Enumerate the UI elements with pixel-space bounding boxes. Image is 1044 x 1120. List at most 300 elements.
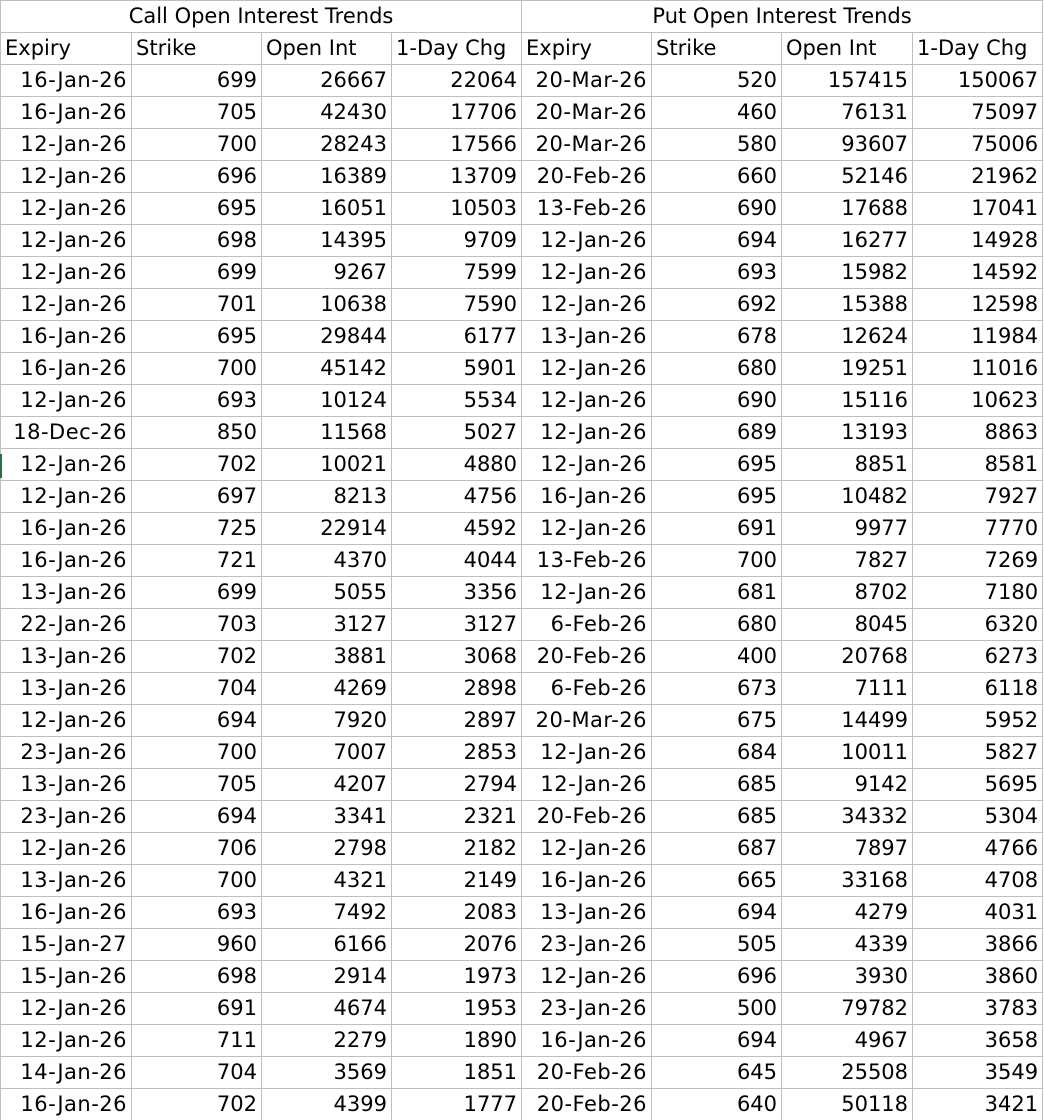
table-row xyxy=(1,449,1043,481)
put-expiry-cell[interactable]: 12-Jan-26 xyxy=(522,449,652,481)
put-expiry-cell[interactable]: 12-Jan-26 xyxy=(522,577,652,609)
put-strike-cell[interactable]: 678 xyxy=(652,321,782,353)
call-expiry-cell[interactable]: 16-Jan-26 xyxy=(1,321,132,353)
put-open-int-cell[interactable]: 93607 xyxy=(782,129,913,161)
table-row xyxy=(1,961,1043,993)
call-open-int-cell[interactable]: 3569 xyxy=(262,1057,392,1089)
table-row xyxy=(1,737,1043,769)
call-open-int-cell[interactable]: 2798 xyxy=(262,833,392,865)
call-expiry-cell[interactable]: 13-Jan-26 xyxy=(1,769,132,801)
call-1-day-chg-cell[interactable]: 1890 xyxy=(392,1025,522,1057)
call-open-int-cell[interactable]: 42430 xyxy=(262,97,392,129)
put-1-day-chg-cell[interactable]: 8863 xyxy=(913,417,1043,449)
call-strike-cell[interactable]: 691 xyxy=(132,993,262,1025)
put-expiry-cell[interactable]: 6-Feb-26 xyxy=(522,673,652,705)
call-strike-cell[interactable]: 960 xyxy=(132,929,262,961)
put-strike-cell[interactable]: 696 xyxy=(652,961,782,993)
call-open-int-cell[interactable]: 10124 xyxy=(262,385,392,417)
put-strike-cell[interactable]: 700 xyxy=(652,545,782,577)
put-1-day-chg-cell[interactable]: 3658 xyxy=(913,1025,1043,1057)
put-1-day-chg-cell[interactable]: 5952 xyxy=(913,705,1043,737)
put-strike-cell[interactable]: 680 xyxy=(652,353,782,385)
put-1-day-chg-cell[interactable]: 3866 xyxy=(913,929,1043,961)
table-row xyxy=(1,641,1043,673)
call-open-int-cell[interactable]: 16051 xyxy=(262,193,392,225)
put-open-int-cell[interactable]: 10011 xyxy=(782,737,913,769)
put-strike-cell[interactable]: 694 xyxy=(652,225,782,257)
call-strike-cell[interactable]: 695 xyxy=(132,321,262,353)
call-1-day-chg-cell[interactable]: 4592 xyxy=(392,513,522,545)
put-strike-cell[interactable]: 673 xyxy=(652,673,782,705)
call-strike-cell[interactable]: 702 xyxy=(132,641,262,673)
put-strike-cell[interactable]: 460 xyxy=(652,97,782,129)
call-strike-cell[interactable]: 700 xyxy=(132,353,262,385)
call-strike-cell[interactable]: 721 xyxy=(132,545,262,577)
call-expiry-cell[interactable]: 12-Jan-26 xyxy=(1,993,132,1025)
call-1-day-chg-cell[interactable]: 2076 xyxy=(392,929,522,961)
call-open-int-cell[interactable]: 14395 xyxy=(262,225,392,257)
put-expiry-cell[interactable]: 12-Jan-26 xyxy=(522,769,652,801)
call-strike-header[interactable]: Strike xyxy=(132,33,262,65)
put-open-int-cell[interactable]: 19251 xyxy=(782,353,913,385)
put-1-day-chg-cell[interactable]: 7180 xyxy=(913,577,1043,609)
put-expiry-cell[interactable]: 12-Jan-26 xyxy=(522,289,652,321)
put-1-day-chg-cell[interactable]: 7269 xyxy=(913,545,1043,577)
put-1-day-chg-cell[interactable]: 6273 xyxy=(913,641,1043,673)
put-strike-cell[interactable]: 665 xyxy=(652,865,782,897)
call-strike-cell[interactable]: 704 xyxy=(132,673,262,705)
put-expiry-cell[interactable]: 20-Mar-26 xyxy=(522,705,652,737)
put-expiry-cell[interactable]: 6-Feb-26 xyxy=(522,609,652,641)
put-open-int-cell[interactable]: 33168 xyxy=(782,865,913,897)
call-1-day-chg-cell[interactable]: 17566 xyxy=(392,129,522,161)
call-open-int-header[interactable]: Open Int xyxy=(262,33,392,65)
call-strike-cell[interactable]: 705 xyxy=(132,97,262,129)
call-1-day-chg-cell[interactable]: 1953 xyxy=(392,993,522,1025)
put-expiry-cell[interactable]: 12-Jan-26 xyxy=(522,257,652,289)
put-strike-cell[interactable]: 685 xyxy=(652,801,782,833)
table-row xyxy=(1,929,1043,961)
call-open-int-cell[interactable]: 11568 xyxy=(262,417,392,449)
put-strike-cell[interactable]: 500 xyxy=(652,993,782,1025)
call-expiry-cell[interactable]: 12-Jan-26 xyxy=(1,193,132,225)
call-expiry-cell[interactable]: 12-Jan-26 xyxy=(1,129,132,161)
call-expiry-cell[interactable]: 14-Jan-26 xyxy=(1,1057,132,1089)
put-1-day-chg-cell[interactable]: 75006 xyxy=(913,129,1043,161)
call-expiry-cell[interactable]: 16-Jan-26 xyxy=(1,513,132,545)
table-row xyxy=(1,577,1043,609)
call-expiry-cell[interactable]: 16-Jan-26 xyxy=(1,1089,132,1120)
selection-edge-marker xyxy=(0,454,2,478)
call-open-int-cell[interactable]: 10638 xyxy=(262,289,392,321)
table-row xyxy=(1,65,1043,97)
call-open-int-cell[interactable]: 8213 xyxy=(262,481,392,513)
call-1-day-chg-cell[interactable]: 3068 xyxy=(392,641,522,673)
put-open-int-cell[interactable]: 52146 xyxy=(782,161,913,193)
call-open-int-cell[interactable]: 29844 xyxy=(262,321,392,353)
table-row xyxy=(1,545,1043,577)
put-1-day-chg-cell[interactable]: 11016 xyxy=(913,353,1043,385)
put-expiry-cell[interactable]: 13-Jan-26 xyxy=(522,897,652,929)
put-1-day-chg-cell[interactable]: 6118 xyxy=(913,673,1043,705)
put-strike-cell[interactable]: 505 xyxy=(652,929,782,961)
put-expiry-cell[interactable]: 20-Feb-26 xyxy=(522,641,652,673)
call-1-day-chg-cell[interactable]: 22064 xyxy=(392,65,522,97)
put-1-day-chg-cell[interactable]: 14928 xyxy=(913,225,1043,257)
call-open-int-cell[interactable]: 7492 xyxy=(262,897,392,929)
call-1-day-chg-cell[interactable]: 3127 xyxy=(392,609,522,641)
table-row xyxy=(1,769,1043,801)
call-1-day-chg-cell[interactable]: 2149 xyxy=(392,865,522,897)
call-1-day-chg-cell[interactable]: 7590 xyxy=(392,289,522,321)
call-1-day-chg-cell[interactable]: 9709 xyxy=(392,225,522,257)
put-open-int-cell[interactable]: 20768 xyxy=(782,641,913,673)
call-1-day-chg-cell[interactable]: 13709 xyxy=(392,161,522,193)
call-1-day-chg-cell[interactable]: 4880 xyxy=(392,449,522,481)
put-open-int-cell[interactable]: 8702 xyxy=(782,577,913,609)
put-open-int-cell[interactable]: 7111 xyxy=(782,673,913,705)
call-1-day-chg-cell[interactable]: 2182 xyxy=(392,833,522,865)
put-strike-cell[interactable]: 695 xyxy=(652,449,782,481)
put-expiry-cell[interactable]: 12-Jan-26 xyxy=(522,737,652,769)
put-expiry-cell[interactable]: 12-Jan-26 xyxy=(522,417,652,449)
put-strike-cell[interactable]: 695 xyxy=(652,481,782,513)
call-expiry-cell[interactable]: 12-Jan-26 xyxy=(1,1025,132,1057)
table-row xyxy=(1,481,1043,513)
put-open-int-cell[interactable]: 157415 xyxy=(782,65,913,97)
call-1-day-chg-cell[interactable]: 5534 xyxy=(392,385,522,417)
put-1-day-chg-cell[interactable]: 7770 xyxy=(913,513,1043,545)
put-strike-cell[interactable]: 680 xyxy=(652,609,782,641)
call-open-int-cell[interactable]: 5055 xyxy=(262,577,392,609)
put-expiry-cell[interactable]: 23-Jan-26 xyxy=(522,993,652,1025)
put-expiry-cell[interactable]: 20-Mar-26 xyxy=(522,129,652,161)
call-expiry-cell[interactable]: 16-Jan-26 xyxy=(1,545,132,577)
call-1-day-chg-cell[interactable]: 1973 xyxy=(392,961,522,993)
table-row xyxy=(1,257,1043,289)
put-open-int-cell[interactable]: 79782 xyxy=(782,993,913,1025)
call-expiry-cell[interactable]: 16-Jan-26 xyxy=(1,65,132,97)
call-strike-cell[interactable]: 850 xyxy=(132,417,262,449)
call-expiry-cell[interactable]: 12-Jan-26 xyxy=(1,385,132,417)
call-open-int-cell[interactable]: 7007 xyxy=(262,737,392,769)
put-open-int-cell[interactable]: 8045 xyxy=(782,609,913,641)
call-expiry-cell[interactable]: 18-Dec-26 xyxy=(1,417,132,449)
put-open-int-cell[interactable]: 34332 xyxy=(782,801,913,833)
call-expiry-cell[interactable]: 22-Jan-26 xyxy=(1,609,132,641)
call-strike-cell[interactable]: 693 xyxy=(132,385,262,417)
put-open-int-cell[interactable]: 10482 xyxy=(782,481,913,513)
table-row xyxy=(1,97,1043,129)
table-row xyxy=(1,1025,1043,1057)
call-expiry-cell[interactable]: 12-Jan-26 xyxy=(1,833,132,865)
call-expiry-cell[interactable]: 15-Jan-27 xyxy=(1,929,132,961)
call-expiry-cell[interactable]: 13-Jan-26 xyxy=(1,865,132,897)
put-expiry-cell[interactable]: 20-Mar-26 xyxy=(522,97,652,129)
put-1-day-chg-header[interactable]: 1-Day Chg xyxy=(913,33,1043,65)
put-open-int-cell[interactable]: 12624 xyxy=(782,321,913,353)
put-expiry-cell[interactable]: 13-Jan-26 xyxy=(522,321,652,353)
call-open-int-cell[interactable]: 4370 xyxy=(262,545,392,577)
put-open-int-cell[interactable]: 9142 xyxy=(782,769,913,801)
put-1-day-chg-cell[interactable]: 14592 xyxy=(913,257,1043,289)
table-row xyxy=(1,289,1043,321)
put-1-day-chg-cell[interactable]: 6320 xyxy=(913,609,1043,641)
put-strike-cell[interactable]: 684 xyxy=(652,737,782,769)
put-expiry-cell[interactable]: 13-Feb-26 xyxy=(522,545,652,577)
put-1-day-chg-cell[interactable]: 17041 xyxy=(913,193,1043,225)
call-open-int-cell[interactable]: 4207 xyxy=(262,769,392,801)
put-expiry-cell[interactable]: 12-Jan-26 xyxy=(522,961,652,993)
table-row xyxy=(1,865,1043,897)
put-1-day-chg-cell[interactable]: 21962 xyxy=(913,161,1043,193)
call-strike-cell[interactable]: 705 xyxy=(132,769,262,801)
call-1-day-chg-cell[interactable]: 2321 xyxy=(392,801,522,833)
put-open-int-cell[interactable]: 9977 xyxy=(782,513,913,545)
call-expiry-cell[interactable]: 12-Jan-26 xyxy=(1,449,132,481)
put-section-title[interactable]: Put Open Interest Trends xyxy=(522,1,1043,33)
call-strike-cell[interactable]: 694 xyxy=(132,705,262,737)
put-1-day-chg-cell[interactable]: 3549 xyxy=(913,1057,1043,1089)
call-open-int-cell[interactable]: 26667 xyxy=(262,65,392,97)
call-strike-cell[interactable]: 698 xyxy=(132,961,262,993)
call-open-int-cell[interactable]: 4321 xyxy=(262,865,392,897)
put-expiry-cell[interactable]: 20-Feb-26 xyxy=(522,161,652,193)
put-expiry-cell[interactable]: 16-Jan-26 xyxy=(522,481,652,513)
put-1-day-chg-cell[interactable]: 150067 xyxy=(913,65,1043,97)
put-open-int-cell[interactable]: 7897 xyxy=(782,833,913,865)
put-open-int-cell[interactable]: 25508 xyxy=(782,1057,913,1089)
put-strike-cell[interactable]: 681 xyxy=(652,577,782,609)
call-1-day-chg-cell[interactable]: 10503 xyxy=(392,193,522,225)
put-expiry-cell[interactable]: 20-Feb-26 xyxy=(522,801,652,833)
call-strike-cell[interactable]: 694 xyxy=(132,801,262,833)
call-1-day-chg-cell[interactable]: 2794 xyxy=(392,769,522,801)
call-strike-cell[interactable]: 700 xyxy=(132,865,262,897)
call-open-int-cell[interactable]: 22914 xyxy=(262,513,392,545)
put-1-day-chg-cell[interactable]: 11984 xyxy=(913,321,1043,353)
put-strike-cell[interactable]: 687 xyxy=(652,833,782,865)
call-open-int-cell[interactable]: 3341 xyxy=(262,801,392,833)
put-open-int-header[interactable]: Open Int xyxy=(782,33,913,65)
call-open-int-cell[interactable]: 4399 xyxy=(262,1089,392,1120)
put-1-day-chg-cell[interactable]: 3860 xyxy=(913,961,1043,993)
put-strike-cell[interactable]: 692 xyxy=(652,289,782,321)
table-row xyxy=(1,193,1043,225)
put-open-int-cell[interactable]: 15116 xyxy=(782,385,913,417)
call-1-day-chg-cell[interactable]: 5901 xyxy=(392,353,522,385)
put-1-day-chg-cell[interactable]: 3783 xyxy=(913,993,1043,1025)
put-1-day-chg-cell[interactable]: 75097 xyxy=(913,97,1043,129)
call-strike-cell[interactable]: 702 xyxy=(132,449,262,481)
call-strike-cell[interactable]: 699 xyxy=(132,577,262,609)
call-open-int-cell[interactable]: 45142 xyxy=(262,353,392,385)
call-strike-cell[interactable]: 701 xyxy=(132,289,262,321)
put-strike-cell[interactable]: 660 xyxy=(652,161,782,193)
put-expiry-cell[interactable]: 12-Jan-26 xyxy=(522,513,652,545)
put-open-int-cell[interactable]: 4339 xyxy=(782,929,913,961)
call-expiry-cell[interactable]: 16-Jan-26 xyxy=(1,353,132,385)
put-expiry-cell[interactable]: 13-Feb-26 xyxy=(522,193,652,225)
put-open-int-cell[interactable]: 3930 xyxy=(782,961,913,993)
call-strike-cell[interactable]: 702 xyxy=(132,1089,262,1120)
put-open-int-cell[interactable]: 17688 xyxy=(782,193,913,225)
put-strike-header[interactable]: Strike xyxy=(652,33,782,65)
put-expiry-cell[interactable]: 16-Jan-26 xyxy=(522,865,652,897)
call-open-int-cell[interactable]: 9267 xyxy=(262,257,392,289)
put-expiry-cell[interactable]: 12-Jan-26 xyxy=(522,353,652,385)
call-1-day-chg-cell[interactable]: 5027 xyxy=(392,417,522,449)
call-1-day-chg-cell[interactable]: 2897 xyxy=(392,705,522,737)
put-open-int-cell[interactable]: 50118 xyxy=(782,1089,913,1120)
call-open-int-cell[interactable]: 2279 xyxy=(262,1025,392,1057)
put-open-int-cell[interactable]: 15982 xyxy=(782,257,913,289)
call-1-day-chg-cell[interactable]: 17706 xyxy=(392,97,522,129)
put-expiry-header[interactable]: Expiry xyxy=(522,33,652,65)
table-row xyxy=(1,993,1043,1025)
put-strike-cell[interactable]: 689 xyxy=(652,417,782,449)
table-row xyxy=(1,1089,1043,1120)
put-strike-cell[interactable]: 400 xyxy=(652,641,782,673)
call-strike-cell[interactable]: 711 xyxy=(132,1025,262,1057)
call-open-int-cell[interactable]: 16389 xyxy=(262,161,392,193)
call-expiry-cell[interactable]: 16-Jan-26 xyxy=(1,97,132,129)
call-1-day-chg-cell[interactable]: 7599 xyxy=(392,257,522,289)
call-strike-cell[interactable]: 725 xyxy=(132,513,262,545)
put-open-int-cell[interactable]: 7827 xyxy=(782,545,913,577)
call-expiry-cell[interactable]: 13-Jan-26 xyxy=(1,577,132,609)
call-1-day-chg-cell[interactable]: 1777 xyxy=(392,1089,522,1120)
put-open-int-cell[interactable]: 13193 xyxy=(782,417,913,449)
call-expiry-cell[interactable]: 12-Jan-26 xyxy=(1,161,132,193)
put-1-day-chg-cell[interactable]: 12598 xyxy=(913,289,1043,321)
put-strike-cell[interactable]: 690 xyxy=(652,193,782,225)
call-1-day-chg-cell[interactable]: 4044 xyxy=(392,545,522,577)
call-open-int-cell[interactable]: 3127 xyxy=(262,609,392,641)
call-expiry-cell[interactable]: 12-Jan-26 xyxy=(1,257,132,289)
put-strike-cell[interactable]: 690 xyxy=(652,385,782,417)
table-row xyxy=(1,417,1043,449)
call-section-title[interactable]: Call Open Interest Trends xyxy=(1,1,522,33)
call-open-int-cell[interactable]: 6166 xyxy=(262,929,392,961)
put-1-day-chg-cell[interactable]: 4708 xyxy=(913,865,1043,897)
call-strike-cell[interactable]: 703 xyxy=(132,609,262,641)
call-strike-cell[interactable]: 700 xyxy=(132,737,262,769)
call-open-int-cell[interactable]: 2914 xyxy=(262,961,392,993)
put-expiry-cell[interactable]: 16-Jan-26 xyxy=(522,1025,652,1057)
call-1-day-chg-cell[interactable]: 3356 xyxy=(392,577,522,609)
call-1-day-chg-cell[interactable]: 4756 xyxy=(392,481,522,513)
table-row xyxy=(1,385,1043,417)
call-expiry-header[interactable]: Expiry xyxy=(1,33,132,65)
put-expiry-cell[interactable]: 20-Feb-26 xyxy=(522,1057,652,1089)
call-open-int-cell[interactable]: 28243 xyxy=(262,129,392,161)
put-strike-cell[interactable]: 694 xyxy=(652,897,782,929)
call-expiry-cell[interactable]: 12-Jan-26 xyxy=(1,289,132,321)
call-open-int-cell[interactable]: 4269 xyxy=(262,673,392,705)
put-open-int-cell[interactable]: 8851 xyxy=(782,449,913,481)
call-expiry-cell[interactable]: 12-Jan-26 xyxy=(1,225,132,257)
put-strike-cell[interactable]: 520 xyxy=(652,65,782,97)
put-expiry-cell[interactable]: 12-Jan-26 xyxy=(522,833,652,865)
call-expiry-cell[interactable]: 23-Jan-26 xyxy=(1,801,132,833)
put-strike-cell[interactable]: 694 xyxy=(652,1025,782,1057)
put-open-int-cell[interactable]: 4279 xyxy=(782,897,913,929)
call-1-day-chg-cell[interactable]: 2083 xyxy=(392,897,522,929)
call-expiry-cell[interactable]: 16-Jan-26 xyxy=(1,897,132,929)
put-open-int-cell[interactable]: 14499 xyxy=(782,705,913,737)
put-expiry-cell[interactable]: 12-Jan-26 xyxy=(522,225,652,257)
call-1-day-chg-header[interactable]: 1-Day Chg xyxy=(392,33,522,65)
put-1-day-chg-cell[interactable]: 5827 xyxy=(913,737,1043,769)
put-strike-cell[interactable]: 580 xyxy=(652,129,782,161)
put-1-day-chg-cell[interactable]: 4766 xyxy=(913,833,1043,865)
call-open-int-cell[interactable]: 10021 xyxy=(262,449,392,481)
call-strike-cell[interactable]: 697 xyxy=(132,481,262,513)
call-strike-cell[interactable]: 706 xyxy=(132,833,262,865)
table-row xyxy=(1,897,1043,929)
call-open-int-cell[interactable]: 4674 xyxy=(262,993,392,1025)
table-row xyxy=(1,225,1043,257)
put-open-int-cell[interactable]: 76131 xyxy=(782,97,913,129)
call-strike-cell[interactable]: 693 xyxy=(132,897,262,929)
put-expiry-cell[interactable]: 20-Feb-26 xyxy=(522,1089,652,1120)
put-1-day-chg-cell[interactable]: 8581 xyxy=(913,449,1043,481)
put-1-day-chg-cell[interactable]: 3421 xyxy=(913,1089,1043,1120)
table-row xyxy=(1,161,1043,193)
call-expiry-cell[interactable]: 15-Jan-26 xyxy=(1,961,132,993)
call-expiry-cell[interactable]: 23-Jan-26 xyxy=(1,737,132,769)
put-open-int-cell[interactable]: 15388 xyxy=(782,289,913,321)
call-1-day-chg-cell[interactable]: 2898 xyxy=(392,673,522,705)
put-open-int-cell[interactable]: 4967 xyxy=(782,1025,913,1057)
call-expiry-cell[interactable]: 12-Jan-26 xyxy=(1,705,132,737)
put-strike-cell[interactable]: 685 xyxy=(652,769,782,801)
put-open-int-cell[interactable]: 16277 xyxy=(782,225,913,257)
call-expiry-cell[interactable]: 13-Jan-26 xyxy=(1,641,132,673)
call-open-int-cell[interactable]: 7920 xyxy=(262,705,392,737)
put-expiry-cell[interactable]: 23-Jan-26 xyxy=(522,929,652,961)
put-strike-cell[interactable]: 640 xyxy=(652,1089,782,1120)
put-strike-cell[interactable]: 675 xyxy=(652,705,782,737)
column-header-row xyxy=(1,33,1043,65)
call-strike-cell[interactable]: 699 xyxy=(132,65,262,97)
put-1-day-chg-cell[interactable]: 7927 xyxy=(913,481,1043,513)
call-expiry-cell[interactable]: 12-Jan-26 xyxy=(1,481,132,513)
call-strike-cell[interactable]: 704 xyxy=(132,1057,262,1089)
put-expiry-cell[interactable]: 12-Jan-26 xyxy=(522,385,652,417)
call-strike-cell[interactable]: 700 xyxy=(132,129,262,161)
call-open-int-cell[interactable]: 3881 xyxy=(262,641,392,673)
call-1-day-chg-cell[interactable]: 6177 xyxy=(392,321,522,353)
call-strike-cell[interactable]: 696 xyxy=(132,161,262,193)
put-1-day-chg-cell[interactable]: 5695 xyxy=(913,769,1043,801)
call-1-day-chg-cell[interactable]: 2853 xyxy=(392,737,522,769)
call-strike-cell[interactable]: 695 xyxy=(132,193,262,225)
put-expiry-cell[interactable]: 20-Mar-26 xyxy=(522,65,652,97)
put-1-day-chg-cell[interactable]: 5304 xyxy=(913,801,1043,833)
put-strike-cell[interactable]: 645 xyxy=(652,1057,782,1089)
put-1-day-chg-cell[interactable]: 4031 xyxy=(913,897,1043,929)
table-row xyxy=(1,1057,1043,1089)
call-1-day-chg-cell[interactable]: 1851 xyxy=(392,1057,522,1089)
call-expiry-cell[interactable]: 13-Jan-26 xyxy=(1,673,132,705)
call-strike-cell[interactable]: 698 xyxy=(132,225,262,257)
put-strike-cell[interactable]: 691 xyxy=(652,513,782,545)
put-strike-cell[interactable]: 693 xyxy=(652,257,782,289)
call-strike-cell[interactable]: 699 xyxy=(132,257,262,289)
put-1-day-chg-cell[interactable]: 10623 xyxy=(913,385,1043,417)
